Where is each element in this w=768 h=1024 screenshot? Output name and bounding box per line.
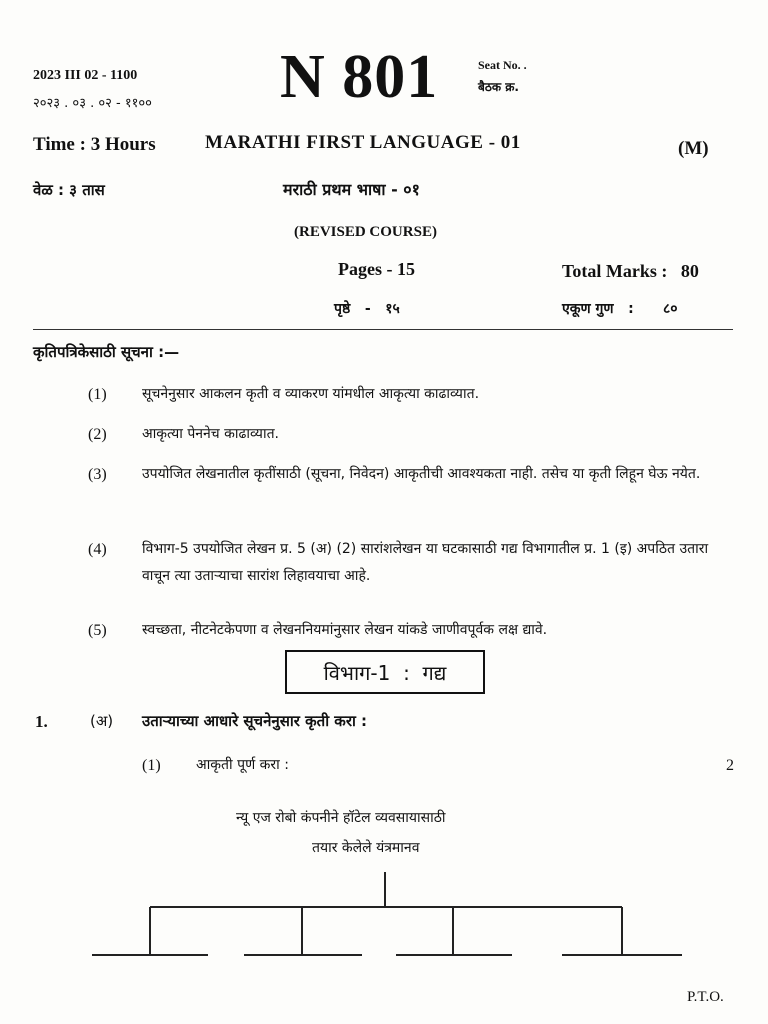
instruction-text: स्वच्छता, नीटनेटकेपणा व लेखननियमांनुसार लेखन यांकडे जाणीवपूर्वक लक्ष द्यावे. [142,622,548,638]
seat-number-label-marathi: बैठक क्र. [478,80,519,94]
marks: 2 [726,757,734,774]
diagram-caption-line2: तयार केलेले यंत्रमानव [312,840,420,856]
question-number: 1. [35,712,48,731]
total-marks-marathi: एकूण गुण : ८० [562,301,678,317]
medium-label: (M) [678,138,709,159]
time-english: Time : 3 Hours [33,134,156,155]
paper-code: N 801 [280,43,439,111]
subject-english: MARATHI FIRST LANGUAGE - 01 [205,132,521,153]
question-prompt: उताऱ्याच्या आधारे सूचनेनुसार कृती करा : [142,712,368,730]
total-marks-english: Total Marks : 80 [562,261,699,281]
section-title: विभाग-1 : गद्य [323,660,447,685]
seat-number-label: Seat No. . [478,58,527,72]
instruction-text: उपयोजित लेखनातील कृतींसाठी (सूचना, निवेदन) आकृतीची आवश्यकता नाही. तसेच या कृती लिहून घेऊ नयेत. [142,466,701,482]
instruction-text: विभाग-5 उपयोजित लेखन प्र. 5 (अ) (2) सारांशलेखन या घटकासाठी गद्य विभागातील प्र. 1 (इ) अपठित उतारा वाचून त्या उताऱ्याचा सारांश लिहावयाचा आहे. [142,541,709,584]
instruction-number: (2) [88,426,107,443]
question-part: (अ) [90,712,114,730]
pages-marathi: पृष्ठे - १५ [334,301,400,317]
exam-code-marathi: २०२३ . ०३ . ०२ - ११०० [33,96,152,111]
instruction-text: सूचनेनुसार आकलन कृती व व्याकरण यांमधील आकृत्या काढाव्यात. [142,386,480,402]
time-marathi: वेळ : ३ तास [33,181,105,199]
instructions-heading: कृतिपत्रिकेसाठी सूचना :— [33,343,180,361]
sub-question-text: आकृती पूर्ण करा : [196,757,289,773]
instruction-number: (3) [88,466,107,483]
exam-code-english: 2023 III 02 - 1100 [33,68,138,83]
instruction-number: (5) [88,622,107,639]
instruction-number: (4) [88,541,107,558]
instruction-number: (1) [88,386,107,403]
pages-english: Pages - 15 [338,259,415,279]
sub-question-number: (1) [142,757,161,774]
instruction-text: आकृत्या पेननेच काढाव्यात. [142,426,279,442]
diagram-caption-line1: न्यू एज रोबो कंपनीने हॉटेल व्यवसायासाठी [236,810,446,826]
revised-course: (REVISED COURSE) [294,224,437,240]
subject-marathi: मराठी प्रथम भाषा - ०१ [283,180,420,199]
pto-label: P.T.O. [687,989,724,1005]
